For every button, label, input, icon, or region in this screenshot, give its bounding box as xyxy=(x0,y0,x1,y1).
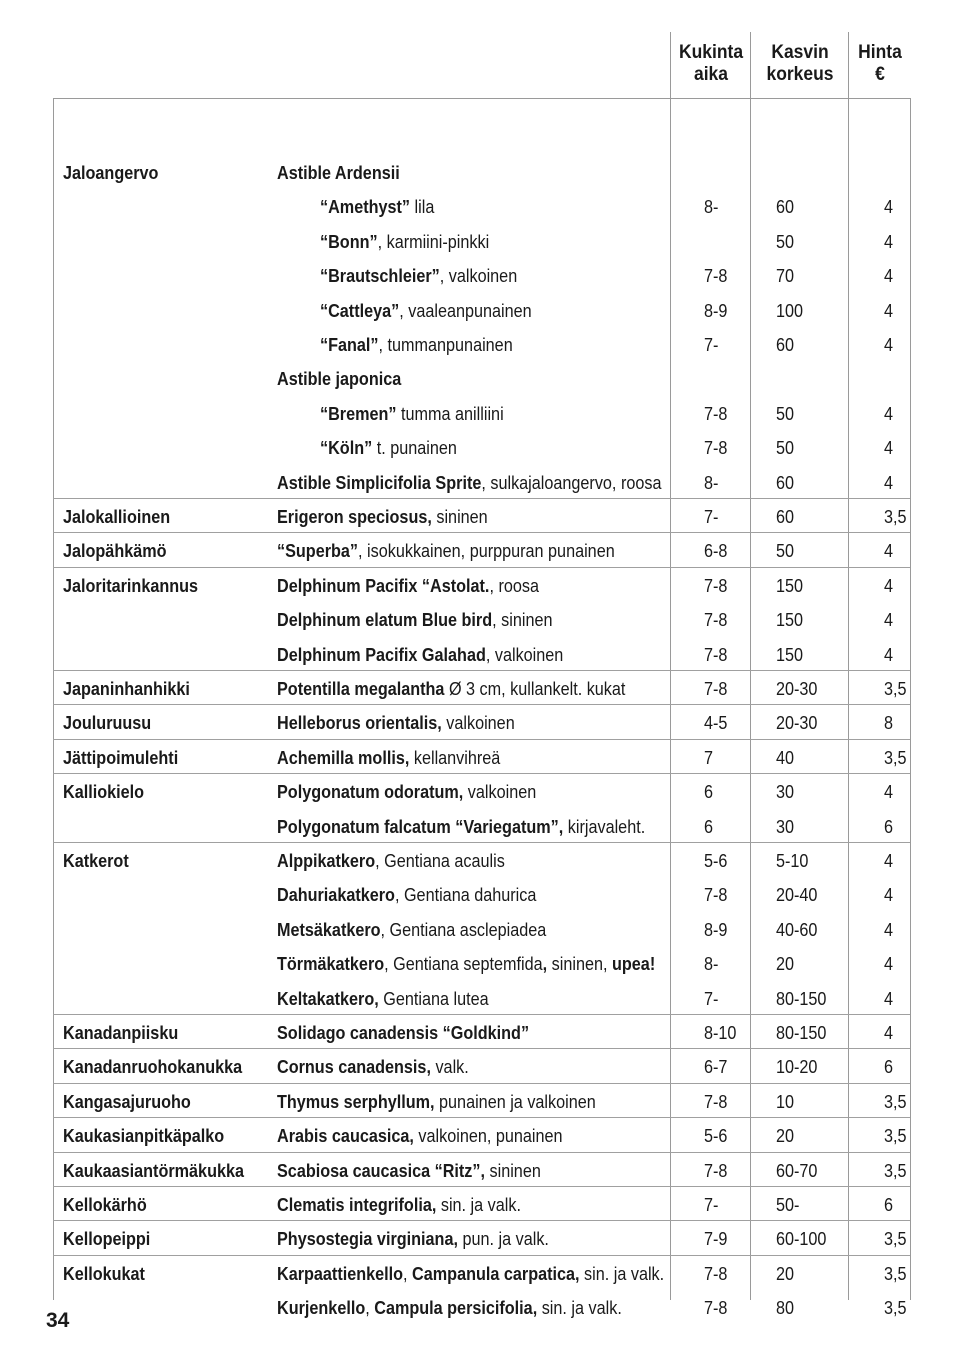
bloom-time: 7- xyxy=(704,335,719,355)
bloom-time: 7-8 xyxy=(704,885,728,906)
table-row xyxy=(0,741,960,775)
plant-category: Jättipoimulehti xyxy=(63,747,179,768)
table-row xyxy=(0,947,960,981)
plant-description xyxy=(277,609,552,631)
plant-description xyxy=(277,712,515,734)
price: 8 xyxy=(884,713,894,734)
table-row xyxy=(0,362,960,396)
description-text-part: kellanvihreä xyxy=(409,747,501,768)
row-separator xyxy=(53,1083,910,1084)
plant-description xyxy=(277,953,655,975)
row-separator xyxy=(53,1255,910,1256)
plant-height: 50 xyxy=(776,231,795,252)
plant-height: 10-20 xyxy=(776,1057,818,1078)
description-bold-part: “Bonn” xyxy=(320,231,378,252)
bloom-time: 6-8 xyxy=(704,541,728,562)
bloom-time: 7-8 xyxy=(704,610,728,631)
bloom-time: 7-8 xyxy=(704,1298,728,1319)
description-text-part: sininen xyxy=(484,1160,541,1181)
table-row xyxy=(0,397,960,431)
plant-height: 20 xyxy=(776,954,795,975)
plant-description xyxy=(277,1297,622,1319)
plant-description xyxy=(277,506,488,528)
description-bold-part: Delphinum elatum Blue bird xyxy=(277,610,493,631)
table-row xyxy=(0,156,960,190)
price: 6 xyxy=(884,1195,894,1215)
price: 4 xyxy=(884,954,894,975)
row-separator xyxy=(53,498,910,499)
description-bold-part: Polygonatum falcatum “Variegatum”, xyxy=(277,816,564,837)
bloom-time: 6 xyxy=(704,782,714,803)
bloom-time: 8-9 xyxy=(704,300,728,321)
description-bold-part: Metsäkatkero xyxy=(277,919,381,940)
bloom-time: 8- xyxy=(704,954,719,975)
table-row xyxy=(0,982,960,1016)
table-row xyxy=(0,328,960,362)
table-row xyxy=(0,1154,960,1188)
description-text-part: , vaaleanpunainen xyxy=(399,300,532,321)
plant-description xyxy=(320,403,504,425)
plant-category: Jaloangervo xyxy=(63,163,159,183)
row-separator xyxy=(53,532,910,533)
plant-description xyxy=(320,334,513,356)
description-bold-part: Thymus serphyllum, xyxy=(277,1091,435,1112)
plant-height: 60 xyxy=(776,507,795,527)
description-bold-part: Cornus canadensis, xyxy=(277,1057,431,1078)
plant-category: Kellokukat xyxy=(63,1263,145,1284)
price: 4 xyxy=(884,782,894,803)
plant-height: 60-70 xyxy=(776,1160,818,1181)
description-bold-part: Achemilla mollis, xyxy=(277,747,410,768)
plant-description xyxy=(320,300,532,322)
table-row xyxy=(0,1016,960,1050)
plant-category: Kalliokielo xyxy=(63,782,145,803)
description-text-part: punainen ja valkoinen xyxy=(434,1091,596,1112)
row-separator xyxy=(53,1152,910,1153)
description-bold-part: Physostegia virginiana, xyxy=(277,1229,458,1250)
bloom-time: 7-8 xyxy=(704,1160,728,1181)
table-row xyxy=(0,500,960,534)
plant-height: 20-40 xyxy=(776,885,818,906)
description-text-part: , xyxy=(365,1298,375,1319)
table-row xyxy=(0,190,960,224)
plant-description xyxy=(320,437,457,459)
bloom-time: 7-8 xyxy=(704,1263,728,1284)
plant-height: 100 xyxy=(776,300,804,321)
description-bold-part: “Fanal” xyxy=(320,335,379,355)
plant-description xyxy=(277,919,546,941)
header-bloom-line2: aika xyxy=(693,64,729,85)
table-row xyxy=(0,844,960,878)
description-bold-part: Delphinum Pacifix Galahad xyxy=(277,644,486,665)
price: 3,5 xyxy=(884,507,907,527)
description-text-part: valkoinen xyxy=(463,782,537,803)
description-bold-part: Keltakatkero, xyxy=(277,988,379,1009)
description-bold-part: Dahuriakatkero xyxy=(277,885,395,906)
row-separator xyxy=(53,1048,910,1049)
table-row xyxy=(0,1291,960,1325)
plant-description xyxy=(277,1125,563,1147)
plant-description xyxy=(277,884,536,906)
plant-height: 80-150 xyxy=(776,1023,827,1043)
plant-height: 60-100 xyxy=(776,1229,827,1250)
plant-description xyxy=(277,988,489,1010)
description-bold-part: Potentilla megalantha xyxy=(277,679,445,699)
bloom-time: 7-8 xyxy=(704,403,728,424)
description-text-part: t. punainen xyxy=(372,438,457,459)
price: 4 xyxy=(884,919,894,940)
plant-category: Jouluruusu xyxy=(63,713,152,734)
description-bold-part: “Amethyst” xyxy=(320,197,411,218)
description-bold-part: “Superba” xyxy=(277,541,359,562)
bloom-time: 5-6 xyxy=(704,1126,728,1147)
plant-height: 50- xyxy=(776,1195,800,1215)
description-text-part: sin. ja valk. xyxy=(579,1263,665,1284)
description-text-part: Ø 3 cm, kullankelt. kukat xyxy=(444,679,626,699)
table-row xyxy=(0,259,960,293)
plant-category: Kaukaasiantörmäkukka xyxy=(63,1160,244,1181)
price: 3,5 xyxy=(884,747,907,768)
header-height-line1: Kasvin xyxy=(771,42,829,63)
plant-description xyxy=(277,1194,521,1216)
plant-description xyxy=(277,368,401,390)
description-text-part: lila xyxy=(410,197,435,218)
description-text-part: , Gentiana asclepiadea xyxy=(380,919,547,940)
table-row xyxy=(0,672,960,706)
description-bold-part: Astible japonica xyxy=(277,369,402,390)
plant-description xyxy=(320,231,489,253)
description-bold-part: “Cattleya” xyxy=(320,300,400,321)
plant-category: Kellokärhö xyxy=(63,1195,147,1215)
header-price-line2: € xyxy=(875,64,885,85)
plant-description xyxy=(277,1228,549,1250)
bloom-time: 7- xyxy=(704,1195,719,1215)
price: 4 xyxy=(884,197,894,218)
description-bold-part: “Köln” xyxy=(320,438,373,459)
bloom-time: 5-6 xyxy=(704,851,728,871)
plant-height: 80 xyxy=(776,1298,795,1319)
description-bold-part: Erigeron speciosus, xyxy=(277,507,432,527)
description-text-part: valkoinen xyxy=(441,713,515,734)
table-row xyxy=(0,810,960,844)
table-row xyxy=(0,1085,960,1119)
bloom-time: 7-8 xyxy=(704,575,728,596)
plant-description xyxy=(277,781,536,803)
bloom-time: 7-9 xyxy=(704,1229,728,1250)
description-text-part: , valkoinen xyxy=(485,644,564,665)
plant-description xyxy=(277,1022,529,1044)
description-text-part: sininen xyxy=(431,507,488,527)
description-bold-part: Scabiosa caucasica “Ritz”, xyxy=(277,1160,485,1181)
description-bold-part: upea! xyxy=(612,954,656,975)
bloom-time: 8-9 xyxy=(704,919,728,940)
bloom-time: 6-7 xyxy=(704,1057,728,1078)
row-separator xyxy=(53,704,910,705)
description-text-part: valkoinen, punainen xyxy=(413,1126,563,1147)
description-bold-part: Polygonatum odoratum, xyxy=(277,782,464,803)
table-row xyxy=(0,1050,960,1084)
bloom-time: 7-8 xyxy=(704,266,728,287)
price: 4 xyxy=(884,644,894,665)
price: 3,5 xyxy=(884,679,907,699)
plant-category: Kangasajuruoho xyxy=(63,1091,191,1112)
plant-description xyxy=(277,644,563,666)
table-row xyxy=(0,225,960,259)
table-row xyxy=(0,431,960,465)
row-separator xyxy=(53,739,910,740)
table-row xyxy=(0,1119,960,1153)
plant-height: 40 xyxy=(776,747,795,768)
plant-category: Kellopeippi xyxy=(63,1229,151,1250)
table-row xyxy=(0,294,960,328)
plant-category: Kanadanruohokanukka xyxy=(63,1057,243,1078)
table-row xyxy=(0,1222,960,1256)
price: 4 xyxy=(884,610,894,631)
plant-category: Katkerot xyxy=(63,851,129,871)
row-separator xyxy=(53,1186,910,1187)
description-text-part: , karmiini-pinkki xyxy=(377,231,490,252)
price: 3,5 xyxy=(884,1298,907,1319)
description-bold-part: , xyxy=(542,954,548,975)
table-row xyxy=(0,569,960,603)
table-row xyxy=(0,603,960,637)
row-separator xyxy=(53,567,910,568)
description-text-part: pun. ja valk. xyxy=(457,1229,549,1250)
plant-description xyxy=(277,472,661,494)
description-bold-part: Campula persicifolia, xyxy=(374,1298,538,1319)
description-text-part: tumma anilliini xyxy=(396,403,504,424)
description-text-part: kirjavaleht. xyxy=(563,816,646,837)
description-text-part: sin. ja valk. xyxy=(537,1298,622,1319)
plant-description xyxy=(320,196,434,218)
plant-description xyxy=(277,1091,596,1113)
bloom-time: 4-5 xyxy=(704,713,728,734)
plant-category: Kaukasianpitkäpalko xyxy=(63,1126,225,1147)
plant-description xyxy=(277,1056,469,1078)
bloom-time: 6 xyxy=(704,816,714,837)
price: 4 xyxy=(884,575,894,596)
plant-category: Jaloritarinkannus xyxy=(63,575,199,596)
price: 6 xyxy=(884,1057,894,1078)
table-row xyxy=(0,1188,960,1222)
row-separator xyxy=(53,1014,910,1015)
plant-height: 50 xyxy=(776,541,795,562)
plant-category: Jalopähkämö xyxy=(63,541,167,562)
table-row xyxy=(0,1257,960,1291)
price: 4 xyxy=(884,1023,894,1043)
description-text-part: , tummanpunainen xyxy=(378,335,513,355)
bloom-time: 8- xyxy=(704,197,719,218)
table-row xyxy=(0,775,960,809)
description-bold-part: “Bremen” xyxy=(320,403,397,424)
plant-height: 70 xyxy=(776,266,795,287)
price: 4 xyxy=(884,231,894,252)
plant-description xyxy=(277,575,539,597)
price: 3,5 xyxy=(884,1126,907,1147)
plant-height: 60 xyxy=(776,197,795,218)
description-bold-part: Campanula carpatica, xyxy=(412,1263,580,1284)
table-row xyxy=(0,534,960,568)
description-bold-part: Alppikatkero xyxy=(277,851,376,871)
description-bold-part: Kurjenkello xyxy=(277,1298,366,1319)
plant-description xyxy=(277,678,625,700)
plant-height: 20-30 xyxy=(776,713,818,734)
plant-description xyxy=(277,850,505,872)
price: 4 xyxy=(884,851,894,871)
description-bold-part: Delphinum Pacifix “Astolat. xyxy=(277,575,490,596)
plant-height: 5-10 xyxy=(776,851,809,871)
plant-height: 50 xyxy=(776,403,795,424)
plant-description xyxy=(277,1263,664,1285)
plant-category: Kanadanpiisku xyxy=(63,1023,179,1043)
bloom-time: 7- xyxy=(704,988,719,1009)
description-text-part: , isokukkainen, purppuran punainen xyxy=(358,541,615,562)
description-text-part: , sulkajaloangervo, roosa xyxy=(481,472,662,493)
description-bold-part: Helleborus orientalis, xyxy=(277,713,442,734)
description-bold-part: Astible Ardensii xyxy=(277,163,400,183)
table-row xyxy=(0,466,960,500)
description-text-part: , roosa xyxy=(489,575,539,596)
price: 3,5 xyxy=(884,1091,907,1112)
plant-height: 30 xyxy=(776,816,795,837)
description-text-part: sin. ja valk. xyxy=(436,1195,521,1215)
description-bold-part: “Brautschleier” xyxy=(320,266,440,287)
plant-description xyxy=(277,162,400,184)
plant-height: 20-30 xyxy=(776,679,818,699)
description-text-part: , Gentiana septemfida xyxy=(384,954,543,975)
description-bold-part: Solidago canadensis “Goldkind” xyxy=(277,1023,530,1043)
plant-height: 150 xyxy=(776,575,804,596)
bloom-time: 7 xyxy=(704,747,714,768)
plant-description xyxy=(277,540,615,562)
description-text-part: , Gentiana acaulis xyxy=(375,851,505,871)
plant-height: 60 xyxy=(776,472,795,493)
table-row xyxy=(0,638,960,672)
row-separator xyxy=(53,773,910,774)
header-bloom-line1: Kukinta xyxy=(678,42,744,63)
plant-height: 150 xyxy=(776,610,804,631)
price: 4 xyxy=(884,403,894,424)
description-bold-part: Karpaattienkello xyxy=(277,1263,404,1284)
plant-height: 60 xyxy=(776,335,795,355)
description-bold-part: Törmäkatkero xyxy=(277,954,385,975)
row-separator xyxy=(53,1220,910,1221)
price: 4 xyxy=(884,438,894,459)
price: 4 xyxy=(884,541,894,562)
price: 4 xyxy=(884,266,894,287)
bloom-time: 7-8 xyxy=(704,1091,728,1112)
description-text-part: , sininen xyxy=(492,610,553,631)
description-bold-part: Clematis integrifolia, xyxy=(277,1195,437,1215)
header-price-line1: Hinta xyxy=(858,42,902,63)
price: 4 xyxy=(884,335,894,355)
description-text-part: Gentiana lutea xyxy=(378,988,489,1009)
row-separator xyxy=(53,1117,910,1118)
plant-height: 50 xyxy=(776,438,795,459)
bloom-time: 8- xyxy=(704,472,719,493)
plant-description xyxy=(277,1160,541,1182)
plant-description xyxy=(320,265,517,287)
description-text-part: , valkoinen xyxy=(439,266,518,287)
row-separator xyxy=(53,670,910,671)
plant-category: Jalokallioinen xyxy=(63,507,171,527)
price: 4 xyxy=(884,988,894,1009)
plant-height: 80-150 xyxy=(776,988,827,1009)
bloom-time: 7-8 xyxy=(704,438,728,459)
header-height-line2: korkeus xyxy=(766,64,834,85)
price: 6 xyxy=(884,816,894,837)
price: 4 xyxy=(884,472,894,493)
plant-height: 30 xyxy=(776,782,795,803)
price: 3,5 xyxy=(884,1160,907,1181)
description-text-part: valk. xyxy=(430,1057,469,1078)
plant-height: 150 xyxy=(776,644,804,665)
price: 3,5 xyxy=(884,1263,907,1284)
row-separator xyxy=(53,842,910,843)
description-text-part: , Gentiana dahurica xyxy=(394,885,537,906)
price: 4 xyxy=(884,300,894,321)
bloom-time: 8-10 xyxy=(704,1023,737,1043)
price: 3,5 xyxy=(884,1229,907,1250)
plant-height: 40-60 xyxy=(776,919,818,940)
description-bold-part: Astible Simplicifolia Sprite xyxy=(277,472,482,493)
page-number: 34 xyxy=(46,1309,70,1332)
plant-category: Japaninhanhikki xyxy=(63,679,190,699)
table-row xyxy=(0,913,960,947)
table-row xyxy=(0,878,960,912)
plant-description xyxy=(277,747,500,769)
description-text-part: , xyxy=(403,1263,413,1284)
bloom-time: 7-8 xyxy=(704,644,728,665)
bloom-time: 7-8 xyxy=(704,679,728,699)
plant-height: 20 xyxy=(776,1263,795,1284)
plant-height: 20 xyxy=(776,1126,795,1147)
plant-description xyxy=(277,816,645,838)
description-bold-part: Arabis caucasica, xyxy=(277,1126,414,1147)
plant-height: 10 xyxy=(776,1091,795,1112)
bloom-time: 7- xyxy=(704,507,719,527)
table-row xyxy=(0,706,960,740)
description-text-part: sininen, xyxy=(547,954,613,975)
price: 4 xyxy=(884,885,894,906)
